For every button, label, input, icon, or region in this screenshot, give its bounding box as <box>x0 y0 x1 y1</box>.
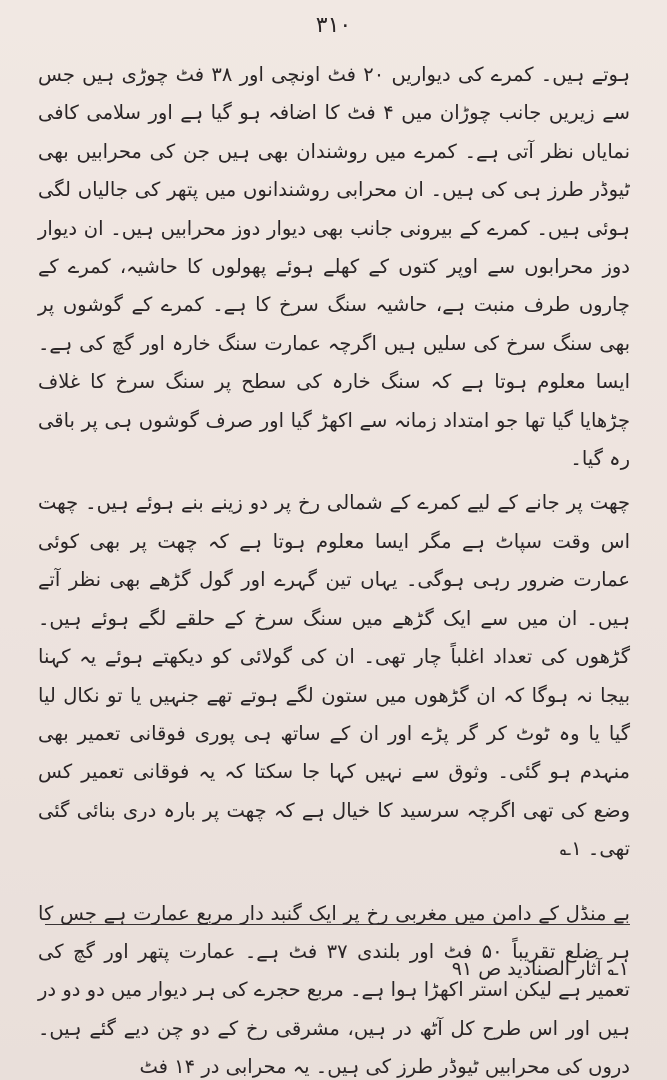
footnote-divider <box>45 924 630 925</box>
footnote: ۱؎ آثار الصنادید ص ۹۱ <box>451 958 629 980</box>
paragraph-2: چھت پر جانے کے لیے کمرے کے شمالی رخ پر دو زینے بنے ہوئے ہیں۔ چھت اس وقت سپاٹ ہے مگر ایسا معلوم ہوتا ہے کہ چھت پر بھی کوئی عمارت ضرور رہی ہوگی۔ یہاں تین گہرے اور گول گڑھے بھی نظر آتے ہیں۔ ان میں سے ایک گڑھے میں سنگ سرخ کے حلقے لگے ہوئے ہیں۔ گڑھوں کی تعداد اغلباً چار تھی۔ ان کی گولائی کو دیکھتے ہوئے یہ کہنا بیجا نہ ہوگا کہ ان گڑھوں میں ستون لگے ہوتے تھے جنہیں یا تو نکال لیا گیا یا وہ ٹوٹ کر گر پڑے اور ان کے ساتھ ہی پوری فوقانی تعمیر بھی منہدم ہو گئی۔ وثوق سے نہیں کہا جا سکتا کہ یہ فوقانی تعمیر کس وضع کی تھی اگرچہ سرسید کا خیال ہے کہ چھت پر بارہ دری بنائی گئی تھی۔ ۱؎ <box>38 491 630 861</box>
paragraph-3: بے منڈل کے دامن میں مغربی رخ پر ایک گنبد دار مربع عمارت ہے جس کا ہر ضلع تقریباً ۵۰ فٹ اور بلندی ۳۷ فٹ ہے۔ عمارت پتھر اور گچ کی تعمیر ہے لیکن استر اکھڑا ہوا ہے۔ مربع حجرے کی ہر دیوار میں دو دو در ہیں اور اس طرح کل آٹھ در ہیں، مشرقی رخ کے دو چن دیے گئے ہیں۔ دروں کی محرابیں ٹیوڈر طرز کی ہیں۔ یہ محرابی در ۱۴ فٹ <box>38 901 631 1079</box>
page-number: ۳۱۰ <box>315 13 352 38</box>
paragraph-1: ہوتے ہیں۔ کمرے کی دیواریں ۲۰ فٹ اونچی اور ۳۸ فٹ چوڑی ہیں جس سے زیریں جانب چوڑان میں ۴ فٹ کا اضافہ ہو گیا ہے اور سلامی کافی نمایاں نظر آتی ہے۔ کمرے میں روشندان بھی ہیں جن کی محرابیں بھی ٹیوڈر طرز ہی کی ہیں۔ ان محرابی روشندانوں میں پتھر کی جالیاں لگی ہوئی ہیں۔ کمرے کے بیرونی جانب بھی دیوار دوز محرابیں ہیں۔ ان دیوار دوز محرابوں سے اوپر کتوں کے کھلے ہوئے پھولوں کا حاشیہ، کمرے کے چاروں طرف منبت ہے، حاشیہ سنگ سرخ کا ہے۔ کمرے کے گوشوں پر بھی سنگ سرخ کی سلیں ہیں اگرچہ عمارت سنگ خارہ اور گچ کی ہے۔ ایسا معلوم ہوتا ہے کہ سنگ خارہ کی سطح پر سنگ سرخ کا غلاف چڑھایا گیا تھا جو امتداد زمانہ سے اکھڑ گیا اور صرف گوشوں ہی پر باقی رہ گیا۔ <box>38 63 630 471</box>
body-text <box>38 56 630 1080</box>
